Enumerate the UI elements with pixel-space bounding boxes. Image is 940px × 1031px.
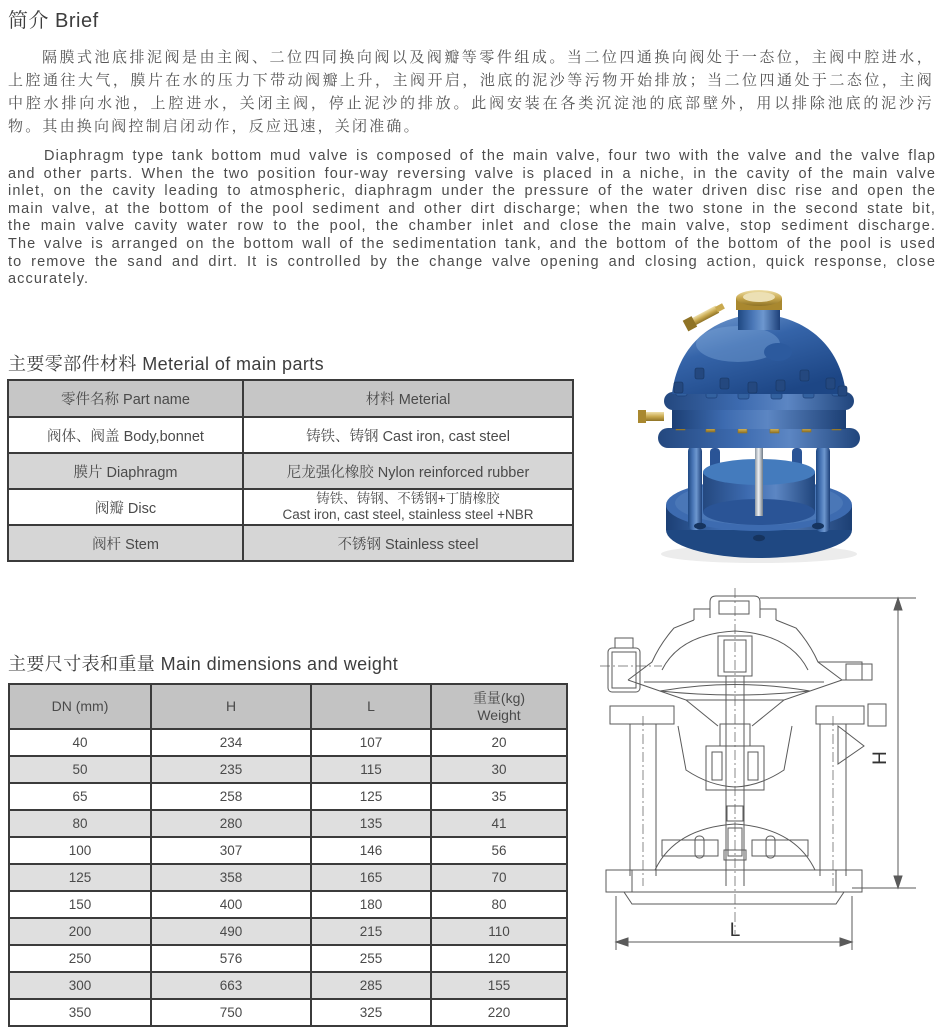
h-cell: 576 xyxy=(151,945,311,972)
l-cell: 215 xyxy=(311,918,431,945)
weight-header-en: Weight xyxy=(477,706,521,723)
h-cell: 235 xyxy=(151,756,311,783)
table-row xyxy=(8,525,573,561)
dn-cell: 50 xyxy=(9,756,151,783)
materials-table xyxy=(7,379,574,562)
table-row xyxy=(8,489,573,525)
l-cell: 125 xyxy=(311,783,431,810)
weight-cell: 70 xyxy=(431,864,567,891)
weight-cell: 80 xyxy=(431,891,567,918)
weight-cell: 20 xyxy=(431,729,567,756)
weight-cell: 110 xyxy=(431,918,567,945)
l-cell: 115 xyxy=(311,756,431,783)
dn-cell: 65 xyxy=(9,783,151,810)
weight-cell: 41 xyxy=(431,810,567,837)
dn-cell: 350 xyxy=(9,999,151,1026)
table-row xyxy=(9,729,567,756)
table-row xyxy=(8,453,573,489)
dn-cell: 300 xyxy=(9,972,151,999)
material-cell xyxy=(243,489,573,525)
h-cell: 280 xyxy=(151,810,311,837)
h-cell: 750 xyxy=(151,999,311,1026)
weight-cell: 220 xyxy=(431,999,567,1026)
h-cell: 258 xyxy=(151,783,311,810)
h-cell: 234 xyxy=(151,729,311,756)
brief-paragraph-en: Diaphragm type tank bottom mud valve is composed of the main valve, four two with the valve and the valve flap and other parts. When the two position four-way reversing valve is placed in a niche, in the cavity of the main valve inlet, on the cavity leading to atmospheric, diaphragm under the pressure of the water driven disc rise and open the main valve, at the bottom of the pool sediment and other dirt discharge; when the two stone in the second state bit, the main valve cavity water row to the pool, the chamber inlet and close the main valve, stop sediment discharge. The valve is arranged on the bottom wall of the sedimentation tank, and the bottom of the bottom of the pool is used to remove the sand and dirt. It is controlled by the change valve opening and closing action, quick response, close accurately. xyxy=(8,148,936,288)
l-cell: 255 xyxy=(311,945,431,972)
product-photo xyxy=(638,290,886,582)
part-name-cell: 阀体、阀盖 Body,bonnet xyxy=(8,417,243,453)
h-cell: 490 xyxy=(151,918,311,945)
brief-heading: 简介 Brief xyxy=(8,10,99,32)
table-row xyxy=(9,810,567,837)
dim-label-h: H xyxy=(870,751,891,765)
weight-cell: 120 xyxy=(431,945,567,972)
part-name-cell: 阀瓣 Disc xyxy=(8,489,243,525)
table-row xyxy=(9,945,567,972)
weight-cell: 56 xyxy=(431,837,567,864)
weight-cell: 35 xyxy=(431,783,567,810)
table-row xyxy=(8,417,573,453)
dimensions-header-row xyxy=(9,684,567,729)
brass-nozzle xyxy=(638,410,664,423)
dn-cell: 40 xyxy=(9,729,151,756)
materials-header-row xyxy=(8,380,573,417)
part-name-cell: 阀杆 Stem xyxy=(8,525,243,561)
l-cell: 165 xyxy=(311,864,431,891)
weight-header-zh: 重量(kg) xyxy=(472,689,526,706)
table-row xyxy=(9,837,567,864)
table-row xyxy=(9,972,567,999)
dim-label-l: L xyxy=(729,920,741,941)
dn-header: DN (mm) xyxy=(9,684,151,729)
h-header: H xyxy=(151,684,311,729)
dn-cell: 200 xyxy=(9,918,151,945)
material-line-zh: 铸铁、铸钢、不锈钢+丁腈橡胶 xyxy=(316,491,500,506)
l-cell: 285 xyxy=(311,972,431,999)
material-cell: 铸铁、铸钢 Cast iron, cast steel xyxy=(243,417,573,453)
valve-photo-illustration xyxy=(638,290,886,582)
h-cell: 400 xyxy=(151,891,311,918)
table-row xyxy=(9,864,567,891)
l-cell: 135 xyxy=(311,810,431,837)
material-line-en: Cast iron, cast steel, stainless steel +NBR xyxy=(282,507,534,522)
l-cell: 325 xyxy=(311,999,431,1026)
material-header: 材料 Meterial xyxy=(243,380,573,417)
l-header: L xyxy=(311,684,431,729)
table-row xyxy=(9,783,567,810)
dimensions-heading: 主要尺寸表和重量 Main dimensions and weight xyxy=(8,654,399,674)
weight-cell: 155 xyxy=(431,972,567,999)
materials-heading: 主要零部件材料 Meterial of main parts xyxy=(8,354,325,374)
dimensions-table xyxy=(8,683,568,1027)
valve-section-drawing xyxy=(598,586,940,968)
weight-cell: 30 xyxy=(431,756,567,783)
l-cell: 180 xyxy=(311,891,431,918)
l-cell: 107 xyxy=(311,729,431,756)
weight-header xyxy=(431,684,567,729)
material-cell: 不锈钢 Stainless steel xyxy=(243,525,573,561)
table-row xyxy=(9,891,567,918)
table-row xyxy=(9,756,567,783)
dn-cell: 100 xyxy=(9,837,151,864)
table-row xyxy=(9,918,567,945)
h-cell: 307 xyxy=(151,837,311,864)
part-name-cell: 膜片 Diaphragm xyxy=(8,453,243,489)
dn-cell: 80 xyxy=(9,810,151,837)
material-cell: 尼龙强化橡胶 Nylon reinforced rubber xyxy=(243,453,573,489)
h-cell: 663 xyxy=(151,972,311,999)
part-name-header: 零件名称 Part name xyxy=(8,380,243,417)
technical-drawing xyxy=(598,586,940,968)
table-row xyxy=(9,999,567,1026)
l-cell: 146 xyxy=(311,837,431,864)
dn-cell: 150 xyxy=(9,891,151,918)
dn-cell: 250 xyxy=(9,945,151,972)
dn-cell: 125 xyxy=(9,864,151,891)
brief-paragraph-zh: 隔膜式池底排泥阀是由主阀、二位四同换向阀以及阀瓣等零件组成。当二位四通换向阀处于一态位，主阀中腔进水，上腔通往大气，膜片在水的压力下带动阀瓣上升，主阀开启，池底的泥沙等污物开始排放；当二位四通处于二态位，主阀中腔水排向水池，上腔进水，关闭主阀，停止泥沙的排放。此阀安装在各类沉淀池的底部壁外，用以排除池底的泥沙污物。其由换向阀控制启闭动作，反应迅速，关闭准确。 xyxy=(8,49,934,135)
h-cell: 358 xyxy=(151,864,311,891)
